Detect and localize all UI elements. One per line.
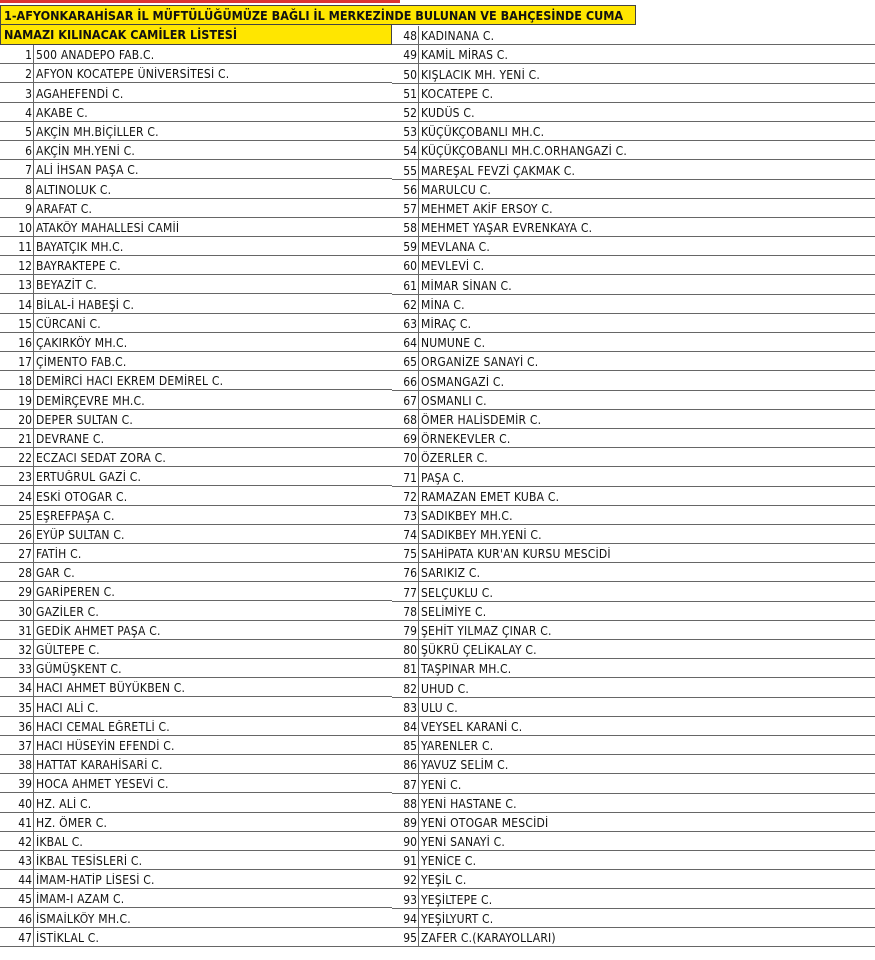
table-row <box>392 391 875 410</box>
row-number: 25 <box>0 506 34 525</box>
mosque-name: VEYSEL KARANİ C. <box>421 719 523 734</box>
table-row <box>0 582 392 601</box>
table-row <box>392 352 875 371</box>
mosque-name: İSTİKLAL C. <box>36 930 100 945</box>
mosque-name: ÖMER HALİSDEMİR C. <box>421 412 542 427</box>
table-row <box>0 774 392 793</box>
row-number: 70 <box>392 448 419 467</box>
mosque-name: PAŞA C. <box>421 470 465 485</box>
mosque-name: GAR C. <box>36 566 75 581</box>
row-number: 9 <box>0 199 34 218</box>
table-row <box>0 870 392 889</box>
table-row <box>392 544 875 563</box>
mosque-name: DEMİRÇEVRE MH.C. <box>36 393 145 408</box>
table-row <box>392 813 875 832</box>
mosque-name: HACI HÜSEYİN EFENDİ C. <box>36 738 175 753</box>
mosque-name: DEMİRCİ HACI EKREM DEMİREL C. <box>36 374 224 389</box>
row-number: 88 <box>392 794 419 813</box>
mosque-name: YENİ OTOGAR MESCİDİ <box>421 815 549 830</box>
mosque-name: BEYAZİT C. <box>36 278 97 293</box>
mosque-name: CÜRCANİ C. <box>36 316 101 331</box>
mosque-name: ÇİMENTO FAB.C. <box>36 355 127 370</box>
table-row <box>0 506 392 525</box>
row-number: 81 <box>392 659 419 678</box>
mosque-name: HACI ALİ C. <box>36 700 99 715</box>
row-number: 57 <box>392 199 419 218</box>
mosque-name: AKÇİN MH.BİÇİLLER C. <box>36 124 159 139</box>
table-row <box>392 218 875 237</box>
table-row <box>392 333 875 352</box>
mosque-name: FATİH C. <box>36 547 82 562</box>
mosque-name: GAZİLER C. <box>36 604 100 619</box>
row-number: 83 <box>392 698 419 717</box>
mosque-name: YARENLER C. <box>421 739 494 754</box>
table-row <box>0 45 392 64</box>
row-number: 66 <box>392 371 419 390</box>
table-row <box>392 180 875 199</box>
row-number: 50 <box>392 64 419 83</box>
table-row <box>0 659 392 678</box>
mosque-name: YAVUZ SELİM C. <box>421 758 509 773</box>
table-row <box>392 84 875 103</box>
table-row <box>392 870 875 889</box>
row-number: 1 <box>0 45 34 64</box>
table-row <box>392 295 875 314</box>
table-row <box>0 736 392 755</box>
table-row <box>392 237 875 256</box>
table-row <box>0 218 392 237</box>
table-row <box>0 563 392 582</box>
table-row <box>0 237 392 256</box>
row-number: 27 <box>0 544 34 563</box>
row-number: 45 <box>0 889 34 908</box>
table-row <box>392 26 875 45</box>
mosque-name: ALİ İHSAN PAŞA C. <box>36 163 139 178</box>
table-row <box>0 275 392 294</box>
table-row <box>392 582 875 601</box>
table-row <box>392 410 875 429</box>
table-row <box>392 141 875 160</box>
table-row <box>392 467 875 486</box>
table-row <box>392 659 875 678</box>
table-row <box>392 371 875 390</box>
row-number: 22 <box>0 448 34 467</box>
row-number: 35 <box>0 697 34 716</box>
row-number: 23 <box>0 467 34 486</box>
row-number: 80 <box>392 640 419 659</box>
mosque-name: MİMAR SİNAN C. <box>421 278 512 293</box>
mosque-name: ÖRNEKEVLER C. <box>421 432 511 447</box>
mosque-name: GEDİK AHMET PAŞA C. <box>36 623 161 638</box>
row-number: 48 <box>392 26 419 45</box>
mosque-name: NUMUNE C. <box>421 336 486 351</box>
row-number: 31 <box>0 621 34 640</box>
table-row <box>0 467 392 486</box>
row-number: 71 <box>392 467 419 486</box>
table-row <box>0 352 392 371</box>
table-row <box>392 199 875 218</box>
mosque-name: ALTINOLUK C. <box>36 182 112 197</box>
mosque-name: HOCA AHMET YESEVİ C. <box>36 777 169 792</box>
row-number: 63 <box>392 314 419 333</box>
mosque-name: ORGANİZE SANAYİ C. <box>421 355 539 370</box>
row-number: 41 <box>0 813 34 832</box>
mosque-name: MEVLEVİ C. <box>421 259 485 274</box>
row-number: 15 <box>0 314 34 333</box>
table-row <box>0 390 392 409</box>
row-number: 3 <box>0 83 34 102</box>
mosque-name: UHUD C. <box>421 681 470 696</box>
row-number: 37 <box>0 736 34 755</box>
mosque-name: İMAM-I AZAM C. <box>36 892 125 907</box>
table-row <box>392 602 875 621</box>
table-row <box>392 640 875 659</box>
mosque-name: AGAHEFENDİ C. <box>36 86 124 101</box>
row-number: 84 <box>392 717 419 736</box>
mosque-name: DEPER SULTAN C. <box>36 412 134 427</box>
row-number: 36 <box>0 717 34 736</box>
mosque-name: GÜMÜŞKENT C. <box>36 662 122 677</box>
table-row <box>392 314 875 333</box>
row-number: 26 <box>0 525 34 544</box>
mosque-name: İKBAL TESİSLERİ C. <box>36 854 143 869</box>
mosque-name: EŞREFPAŞA C. <box>36 508 115 523</box>
mosque-name: HATTAT KARAHİSARİ C. <box>36 758 163 773</box>
row-number: 68 <box>392 410 419 429</box>
row-number: 79 <box>392 621 419 640</box>
row-number: 55 <box>392 160 419 179</box>
table-row <box>0 755 392 774</box>
row-number: 24 <box>0 486 34 505</box>
mosque-name: DEVRANE C. <box>36 431 105 446</box>
mosque-name: ÇAKIRKÖY MH.C. <box>36 336 128 350</box>
row-number: 94 <box>392 909 419 928</box>
mosque-name: ŞÜKRÜ ÇELİKALAY C. <box>421 643 537 658</box>
mosque-name: İKBAL C. <box>36 834 84 849</box>
table-row <box>392 755 875 774</box>
table-row <box>0 621 392 640</box>
table-row <box>392 736 875 755</box>
table-row <box>0 199 392 218</box>
table-row <box>392 928 875 947</box>
table-row <box>0 889 392 908</box>
mosque-name: ESKİ OTOGAR C. <box>36 489 128 504</box>
row-number: 5 <box>0 122 34 141</box>
mosque-name: ARAFAT C. <box>36 201 93 216</box>
mosque-name: OSMANLI C. <box>421 393 487 408</box>
mosque-name: MARULCU C. <box>421 182 491 197</box>
row-number: 78 <box>392 602 419 621</box>
row-number: 85 <box>392 736 419 755</box>
mosque-name: RAMAZAN EMET KUBA C. <box>421 489 560 504</box>
row-number: 59 <box>392 237 419 256</box>
table-row <box>392 487 875 506</box>
table-row <box>0 717 392 736</box>
mosque-name: SADIKBEY MH.C. <box>421 508 513 523</box>
mosque-name: ŞEHİT YILMAZ ÇINAR C. <box>421 624 552 638</box>
table-row <box>0 256 392 275</box>
row-number: 11 <box>0 237 34 256</box>
mosque-name: MİNA C. <box>421 297 465 312</box>
row-number: 89 <box>392 813 419 832</box>
header-title-line2: NAMAZI KILINACAK CAMİLER LİSTESİ <box>0 25 392 45</box>
mosque-name: EYÜP SULTAN C. <box>36 527 125 542</box>
mosque-name: KOCATEPE C. <box>421 86 494 101</box>
mosque-name: KAMİL MİRAS C. <box>421 48 509 63</box>
header-title-line1: 1-AFYONKARAHİSAR İL MÜFTÜLÜĞÜMÜZE BAĞLI İL MERKEZİNDE BULUNAN VE BAHÇESİNDE CUMA <box>0 5 636 25</box>
mosque-name: 500 ANADEPO FAB.C. <box>36 48 155 63</box>
table-row <box>392 256 875 275</box>
row-number: 60 <box>392 256 419 275</box>
table-row <box>392 122 875 141</box>
row-number: 20 <box>0 410 34 429</box>
mosque-name: SADIKBEY MH.YENİ C. <box>421 528 542 543</box>
table-row <box>0 544 392 563</box>
row-number: 90 <box>392 832 419 851</box>
row-number: 13 <box>0 275 34 294</box>
mosque-name: ECZACI SEDAT ZORA C. <box>36 451 167 466</box>
table-row <box>392 794 875 813</box>
mosque-name: HZ. ÖMER C. <box>36 815 108 830</box>
row-number: 51 <box>392 84 419 103</box>
row-number: 21 <box>0 429 34 448</box>
table-row <box>0 851 392 870</box>
mosque-name: ERTUĞRUL GAZİ C. <box>36 470 142 485</box>
row-number: 32 <box>0 640 34 659</box>
row-number: 86 <box>392 755 419 774</box>
table-row <box>0 640 392 659</box>
mosque-name: MİRAÇ C. <box>421 317 472 331</box>
mosque-name: AKÇİN MH.YENİ C. <box>36 144 135 159</box>
table-row <box>392 45 875 64</box>
row-number: 19 <box>0 390 34 409</box>
table-row <box>392 448 875 467</box>
left-mosque-list <box>0 45 392 947</box>
mosque-name: BİLAL-İ HABEŞİ C. <box>36 297 135 312</box>
table-row <box>392 717 875 736</box>
mosque-name: AFYON KOCATEPE ÜNİVERSİTESİ C. <box>36 67 230 82</box>
row-number: 29 <box>0 582 34 601</box>
table-row <box>0 486 392 505</box>
row-number: 56 <box>392 180 419 199</box>
row-number: 76 <box>392 563 419 582</box>
row-number: 65 <box>392 352 419 371</box>
table-row <box>0 908 392 927</box>
row-number: 42 <box>0 832 34 851</box>
row-number: 12 <box>0 256 34 275</box>
mosque-name: SELİMİYE C. <box>421 604 487 619</box>
row-number: 39 <box>0 774 34 793</box>
row-number: 4 <box>0 103 34 122</box>
mosque-name: HACI CEMAL EĞRETLİ C. <box>36 719 170 734</box>
row-number: 14 <box>0 294 34 313</box>
row-number: 93 <box>392 889 419 908</box>
mosque-name: AKABE C. <box>36 105 88 120</box>
table-row <box>0 333 392 352</box>
mosque-name: KÜÇÜKÇOBANLI MH.C. <box>421 125 545 140</box>
row-number: 7 <box>0 160 34 179</box>
mosque-name: ATAKÖY MAHALLESİ CAMİİ <box>36 220 180 235</box>
table-row <box>392 774 875 793</box>
row-number: 38 <box>0 755 34 774</box>
row-number: 34 <box>0 678 34 697</box>
red-underline <box>0 0 400 3</box>
row-number: 82 <box>392 678 419 697</box>
row-number: 43 <box>0 851 34 870</box>
row-number: 18 <box>0 371 34 390</box>
table-row <box>392 275 875 294</box>
table-row <box>392 832 875 851</box>
table-row <box>392 698 875 717</box>
table-row <box>392 103 875 122</box>
mosque-name: GÜLTEPE C. <box>36 643 100 657</box>
table-row <box>392 851 875 870</box>
row-number: 2 <box>0 64 34 83</box>
table-row <box>0 294 392 313</box>
row-number: 58 <box>392 218 419 237</box>
row-number: 44 <box>0 870 34 889</box>
row-number: 72 <box>392 487 419 506</box>
row-number: 67 <box>392 391 419 410</box>
mosque-name: ZAFER C.(KARAYOLLARI) <box>421 931 556 945</box>
mosque-name: MEVLANA C. <box>421 240 491 255</box>
mosque-name: MEHMET AKİF ERSOY C. <box>421 201 553 216</box>
row-number: 54 <box>392 141 419 160</box>
mosque-name: SARIKIZ C. <box>421 566 481 581</box>
row-number: 64 <box>392 333 419 352</box>
table-row <box>392 909 875 928</box>
mosque-name: YENİ SANAYİ C. <box>421 835 506 850</box>
row-number: 16 <box>0 333 34 352</box>
table-row <box>0 697 392 716</box>
row-number: 69 <box>392 429 419 448</box>
mosque-name: BAYATÇIK MH.C. <box>36 240 124 255</box>
table-row <box>392 678 875 697</box>
table-row <box>0 525 392 544</box>
table-row <box>0 813 392 832</box>
mosque-name: YENİCE C. <box>421 854 477 869</box>
mosque-name: YENİ HASTANE C. <box>421 796 517 811</box>
row-number: 52 <box>392 103 419 122</box>
table-row <box>392 889 875 908</box>
row-number: 17 <box>0 352 34 371</box>
mosque-name: MAREŞAL FEVZİ ÇAKMAK C. <box>421 163 576 178</box>
mosque-name: SELÇUKLU C. <box>421 585 494 600</box>
mosque-name: YEŞİLTEPE C. <box>421 892 493 907</box>
table-row <box>0 448 392 467</box>
table-row <box>392 525 875 544</box>
table-row <box>0 103 392 122</box>
row-number: 40 <box>0 793 34 812</box>
table-row <box>0 832 392 851</box>
table-row <box>392 160 875 179</box>
table-row <box>0 601 392 620</box>
mosque-name: BAYRAKTEPE C. <box>36 259 121 274</box>
right-mosque-list <box>392 26 875 947</box>
table-row <box>0 122 392 141</box>
row-number: 49 <box>392 45 419 64</box>
mosque-name: KUDÜS C. <box>421 105 475 120</box>
row-number: 77 <box>392 582 419 601</box>
mosque-name: İMAM-HATİP LİSESİ C. <box>36 873 155 888</box>
table-row <box>0 371 392 390</box>
table-row <box>0 410 392 429</box>
row-number: 62 <box>392 295 419 314</box>
table-row <box>0 429 392 448</box>
table-row <box>0 83 392 102</box>
row-number: 61 <box>392 275 419 294</box>
table-row <box>392 621 875 640</box>
mosque-name: YENİ C. <box>421 777 462 792</box>
mosque-name: HACI AHMET BÜYÜKBEN C. <box>36 681 186 696</box>
row-number: 6 <box>0 141 34 160</box>
mosque-name: İSMAİLKÖY MH.C. <box>36 911 131 926</box>
mosque-name: ÖZERLER C. <box>421 451 488 466</box>
mosque-name: TAŞPINAR MH.C. <box>421 662 512 677</box>
row-number: 46 <box>0 908 34 927</box>
mosque-name: HZ. ALİ C. <box>36 796 92 811</box>
mosque-name: OSMANGAZİ C. <box>421 374 505 389</box>
mosque-name: MEHMET YAŞAR EVRENKAYA C. <box>421 221 593 236</box>
table-row <box>392 429 875 448</box>
table-row <box>0 928 392 947</box>
table-row <box>392 64 875 83</box>
row-number: 91 <box>392 851 419 870</box>
row-number: 92 <box>392 870 419 889</box>
mosque-name: KIŞLACIK MH. YENİ C. <box>421 67 540 82</box>
mosque-name: GARİPEREN C. <box>36 585 115 600</box>
row-number: 53 <box>392 122 419 141</box>
table-row <box>392 563 875 582</box>
table-row <box>0 64 392 83</box>
row-number: 30 <box>0 601 34 620</box>
table-row <box>0 314 392 333</box>
table-row <box>0 793 392 812</box>
row-number: 74 <box>392 525 419 544</box>
row-number: 87 <box>392 774 419 793</box>
mosque-name: KADINANA C. <box>421 29 495 44</box>
row-number: 33 <box>0 659 34 678</box>
table-row <box>392 506 875 525</box>
row-number: 10 <box>0 218 34 237</box>
table-row <box>0 678 392 697</box>
row-number: 95 <box>392 928 419 947</box>
table-row <box>0 179 392 198</box>
table-row <box>0 160 392 179</box>
mosque-name: SAHİPATA KUR'AN KURSU MESCİDİ <box>421 547 611 562</box>
table-row <box>0 141 392 160</box>
row-number: 73 <box>392 506 419 525</box>
mosque-name: KÜÇÜKÇOBANLI MH.C.ORHANGAZİ C. <box>421 144 627 159</box>
row-number: 28 <box>0 563 34 582</box>
mosque-name: YEŞİLYURT C. <box>421 911 494 926</box>
mosque-name: ULU C. <box>421 700 458 715</box>
row-number: 47 <box>0 928 34 947</box>
mosque-name: YEŞİL C. <box>421 873 467 888</box>
row-number: 8 <box>0 179 34 198</box>
row-number: 75 <box>392 544 419 563</box>
